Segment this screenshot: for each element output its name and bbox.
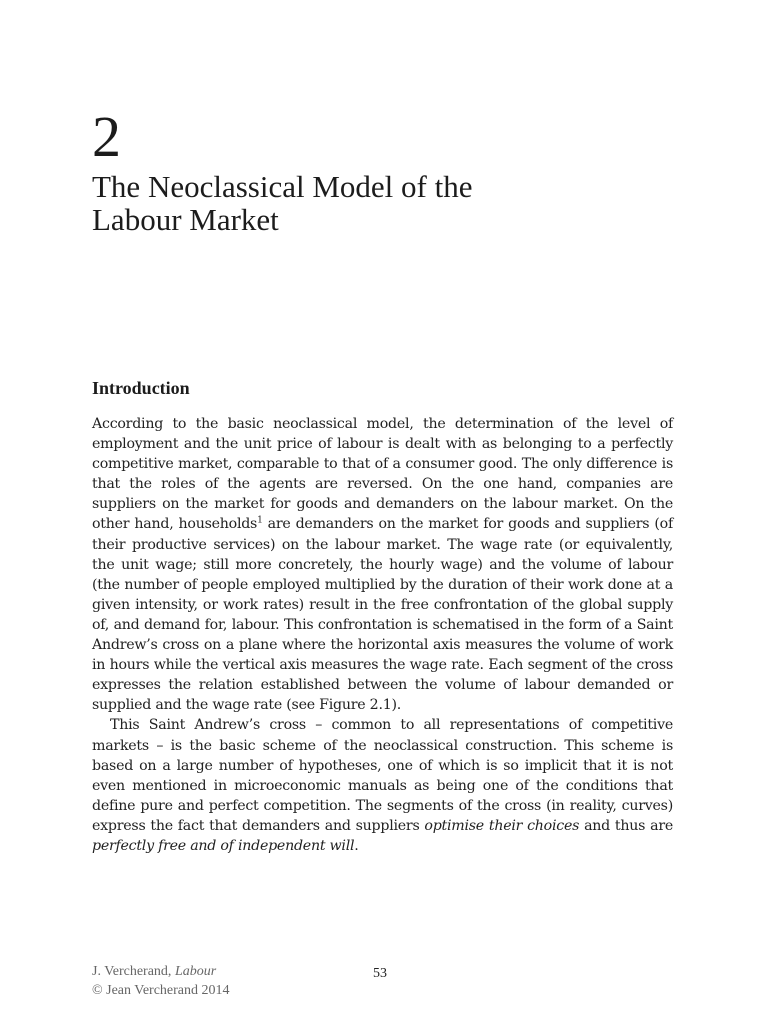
chapter-title-line2: Labour Market — [92, 202, 279, 237]
chapter-number: 2 — [92, 104, 121, 169]
footer-copyright: © Jean Vercherand 2014 — [92, 983, 230, 998]
paragraph-2 — [92, 715, 673, 856]
footnote-marker[interactable]: 1 — [257, 515, 263, 526]
paragraph-2-text-c: . — [354, 837, 359, 854]
paragraph-2-emphasis-2: perfectly free and of independent will — [92, 837, 355, 854]
body-text — [92, 414, 673, 856]
chapter-title — [92, 170, 692, 236]
paragraph-2-text-a: This Saint Andrew’s cross – common to all representations of competitive markets – is the basic scheme of the neoclassical construction. This scheme is based on a large number of hypotheses, one of which is so implicit that it is not even mentioned in microeconomic manuals as being one of the conditions that define pure and perfect competition. The segments of the cross (in reality, curves) express the fact that demanders and suppliers — [92, 717, 673, 834]
chapter-title-line1: The Neoclassical Model of the — [92, 169, 473, 204]
footer-author: J. Vercherand, — [92, 964, 175, 979]
section-heading: Introduction — [92, 378, 190, 398]
page-number: 53 — [373, 966, 387, 981]
paragraph-1-text-a: According to the basic neoclassical model, the determination of the level of employment and the unit price of labour is dealt with as belonging to a perfectly competitive market, comparable to that of a consumer good. The only difference is that the roles of the agents are reversed. On the one hand, companies are suppliers on the market for goods and demanders on the labour market. On the other hand, households — [92, 416, 673, 533]
paragraph-1-text-b: are demanders on the market for goods and suppliers (of their productive services) on the labour market. The wage rate (or equivalently, the unit wage; still more concretely, the hourly wage) and the volume of labour (the number of people employed multiplied by the duration of their work done at a given intensity, or work rates) result in the free confrontation of the global supply of, and demand for, labour. This confrontation is schematised in the form of a Saint Andrew’s cross on a plane where the horizontal axis measures the volume of work in hours while the vertical axis measures the wage rate. Each segment of the cross expresses the relation established between the volume of labour demanded or supplied and the wage rate (see Figure 2.1). — [92, 516, 673, 714]
paragraph-1 — [92, 414, 673, 715]
footer-author-line — [92, 962, 230, 981]
paragraph-2-text-b: and thus are — [579, 817, 673, 834]
footer-citation — [92, 962, 230, 1000]
footer-book-title: Labour — [174, 964, 217, 979]
paragraph-2-emphasis-1: optimise their choices — [424, 817, 580, 834]
